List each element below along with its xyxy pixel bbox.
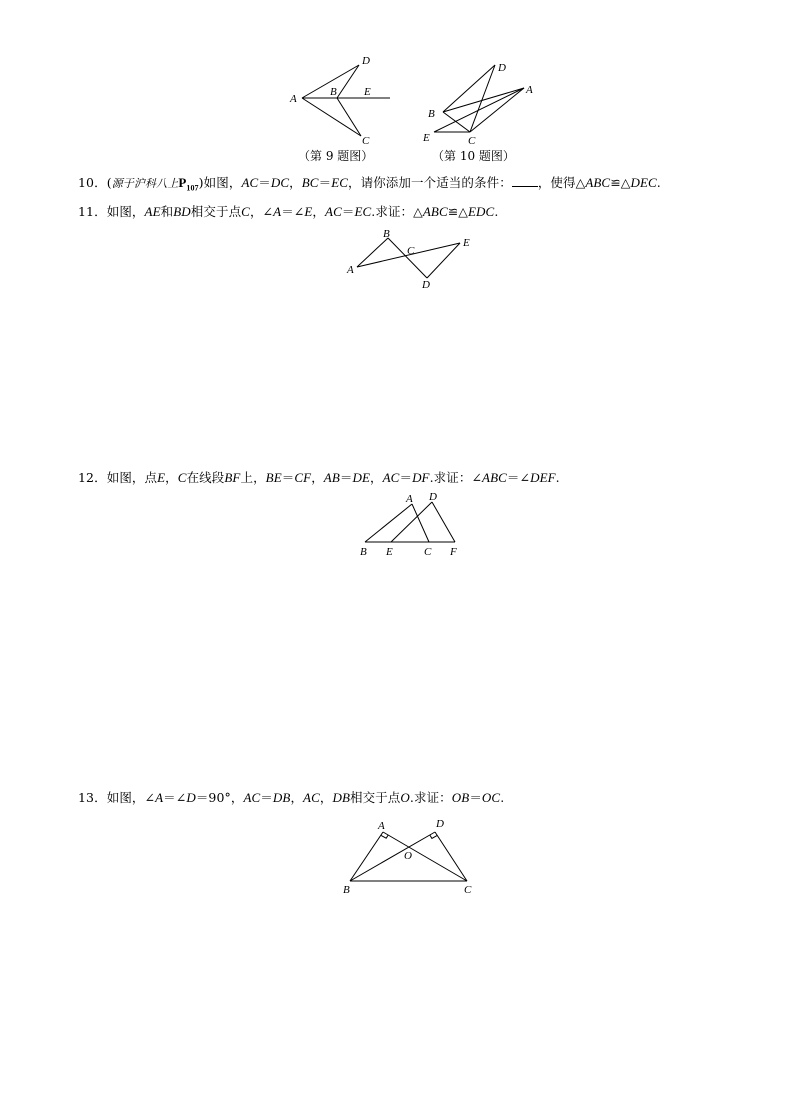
- fig11-label-C: C: [407, 245, 415, 257]
- fig11-label-B: B: [383, 228, 390, 240]
- problem-10-number: 10．: [78, 175, 107, 190]
- fig12-label-E: E: [386, 546, 393, 558]
- fig9-label-B: B: [330, 86, 337, 98]
- problem-11: 11．如图，AE和BD相交于点C，∠A＝∠E，AC＝EC.求证：△ABC≌△EDC.: [78, 204, 499, 219]
- fig10-label-B: B: [428, 108, 435, 120]
- fig9-label-C: C: [362, 135, 370, 147]
- figure-9-drawing: [280, 52, 400, 152]
- fig13-segment-AC: [383, 832, 467, 881]
- fig12-label-B: B: [360, 546, 367, 558]
- problem-11-number: 11．: [78, 204, 107, 219]
- fig12-label-A: A: [406, 493, 413, 505]
- fig12-segment-AC: [412, 504, 429, 542]
- problem-13-number: 13．: [78, 790, 107, 805]
- fig9-label-E: E: [364, 86, 371, 98]
- fig13-segment-DC: [435, 832, 467, 881]
- fig13-label-A: A: [378, 820, 385, 832]
- fig11-label-A: A: [347, 264, 354, 276]
- problem-12-number: 12．: [78, 470, 107, 485]
- fig11-label-E: E: [463, 237, 470, 249]
- fig10-segment-AE: [434, 88, 524, 132]
- figure-10-caption: （第 10 题图）: [432, 149, 515, 163]
- fig13-label-B: B: [343, 884, 350, 896]
- problem-12: 12．如图，点E，C在线段BF上，BE＝CF，AB＝DE，AC＝DF.求证：∠ABC＝∠DEF.: [78, 470, 560, 485]
- figure-11-drawing: [345, 228, 480, 293]
- problem-10-source: (源于沪科八上$P_{107}$): [106, 175, 204, 193]
- fig11-segment-AB: [357, 238, 388, 267]
- answer-blank[interactable]: [512, 176, 538, 187]
- fig9-segment-CB: [337, 98, 361, 136]
- fig10-label-C: C: [468, 135, 476, 147]
- fig12-label-F: F: [450, 546, 457, 558]
- fig9-label-D: D: [362, 55, 370, 67]
- fig12-label-D: D: [429, 491, 437, 503]
- fig12-segment-BA: [365, 504, 412, 542]
- fig13-segment-BA: [350, 832, 383, 881]
- problem-13: 13．如图，∠A＝∠D＝90°，AC＝DB，AC，DB相交于点O.求证：OB＝OC.: [78, 790, 505, 805]
- figure-9-caption: （第 9 题图）: [298, 149, 374, 163]
- fig13-right-angle-mark-D: [430, 835, 437, 838]
- fig10-label-A: A: [526, 84, 533, 96]
- figure-9: [280, 52, 400, 152]
- figure-10-drawing: [420, 55, 550, 150]
- figure-11: [345, 228, 480, 293]
- fig9-label-A: A: [290, 93, 297, 105]
- fig13-label-C: C: [464, 884, 472, 896]
- fig9-segment-DB: [337, 65, 359, 98]
- fig10-label-E: E: [423, 132, 430, 144]
- figure-12: [355, 488, 465, 560]
- fig13-label-D: D: [436, 818, 444, 830]
- fig12-segment-DF: [432, 502, 455, 542]
- fig10-segment-BC: [443, 112, 470, 132]
- fig9-segment-AC: [302, 98, 361, 136]
- fig12-label-C: C: [424, 546, 432, 558]
- figure-13-drawing: [340, 812, 480, 902]
- fig11-label-D: D: [422, 279, 430, 291]
- fig13-segment-BD: [350, 832, 435, 881]
- fig11-segment-DE: [427, 243, 460, 278]
- problem-10: 10．(源于沪科八上$P_{107}$)如图，AC＝DC，BC＝EC，请你添加一个适当的条件： ，使得△ABC≌△DEC.: [78, 175, 661, 193]
- fig10-segment-BA: [443, 88, 524, 112]
- fig10-segment-BD: [443, 65, 495, 112]
- figure-10: [420, 55, 550, 150]
- fig13-right-angle-mark-A: [381, 835, 388, 838]
- figure-12-drawing: [355, 488, 465, 560]
- figure-13: [340, 812, 480, 902]
- fig13-label-O: O: [404, 850, 412, 862]
- fig10-label-D: D: [498, 62, 506, 74]
